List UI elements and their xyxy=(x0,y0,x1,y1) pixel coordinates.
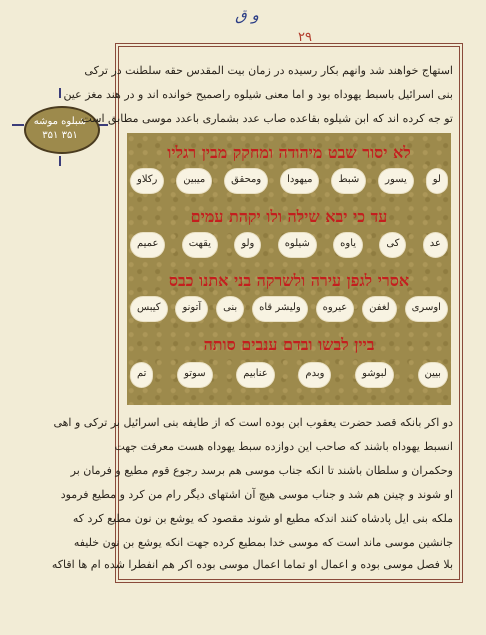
gloss-word: تم xyxy=(131,363,152,387)
text-line: تو جه کرده اند که ابن شیلوه بقاعده صاب عدد بشماری باعدد موسی مطابق است xyxy=(81,112,453,125)
medallion-spike-bottom xyxy=(59,156,61,166)
hebrew-verse-line: ביין לבשו ובדם ענבים סותה xyxy=(203,335,375,354)
gloss-word: رکلاو xyxy=(131,169,163,193)
text-line: جانشین موسی ماند است که موسی خدا بمطیع کرده جهت انکه یوشع بن نون خلیفه xyxy=(73,536,453,549)
hebrew-verse-line: עד כי יבא שילה ולו יקהת עמים xyxy=(190,207,388,226)
text-line: دو اکر بانکه قصد حضرت یعقوب ابن بوده است که از طایفه بنی اسرائیل بر ترکی و اهی xyxy=(53,416,453,429)
gloss-word: میهودا xyxy=(281,169,318,193)
gloss-word: یسور xyxy=(379,169,413,193)
text-line: استهاج خواهند شد وانهم بکار رسیده در زمان بیت المقدس حقه سلطنت در ترکی xyxy=(84,64,453,77)
hebrew-verse-line: אסרי לגפן עירה ולשרקה בני אתנו כבס xyxy=(168,271,410,290)
hebrew-verse-line: לא יסור שבט מיהודה ומחקק מבין רגליו xyxy=(167,143,411,162)
gloss-word: کیبس xyxy=(131,297,167,321)
gloss-word: ولیشر قاه xyxy=(253,297,307,321)
folio-number: ۲۹ xyxy=(298,30,312,45)
gloss-word: کی xyxy=(380,233,405,257)
margin-note: و ق xyxy=(235,6,259,24)
text-line: بلا فصل موسی بوده و اعمال او تماما اعمال موسی بوده اکر هم انفطرا شده ام ها اقاکه xyxy=(51,558,453,571)
gloss-row xyxy=(131,233,447,257)
text-line: ملکه بنی ایل پادشاه کنند اندکه مطیع او شوند مقصود که یوشع بن نون مطیع کرد که xyxy=(72,512,453,525)
medallion-spike-left xyxy=(12,124,24,126)
gloss-word: عمیم xyxy=(131,233,164,257)
gloss-word: شیلوه xyxy=(279,233,316,257)
gloss-word: لغفن xyxy=(363,297,396,321)
text-line: وحکمران و سلطان باشند تا انکه جناب موسی هم برسد رجوع قوم مطیع و فرمان بر xyxy=(70,464,453,477)
gloss-word: وبدم xyxy=(299,363,330,387)
gloss-word: آتونو xyxy=(176,297,207,321)
gloss-word: عنابیم xyxy=(237,363,274,387)
gloss-word: شبط xyxy=(332,169,365,193)
gloss-word: یاوه xyxy=(334,233,362,257)
medallion-line-2: ۳۵۱ ۳۵۱ xyxy=(42,130,78,141)
medallion-line-1: شبلوه موشه xyxy=(33,116,87,127)
gloss-word: عیروه xyxy=(317,297,354,321)
text-line: بنی اسرائیل باسبط یهوداه بود و اما معنی شیلوه راصمیح خوانده اند و در هند مغز عین xyxy=(63,88,453,101)
medallion-spike-top xyxy=(59,88,61,98)
gloss-word: اوسری xyxy=(406,297,447,321)
gloss-word: لبوشو xyxy=(356,363,393,387)
gloss-row xyxy=(131,363,447,387)
gloss-word: عد xyxy=(424,233,447,257)
gloss-row xyxy=(131,169,447,193)
text-line: او شوند و چینن هم شد و جناب موسی هیچ آن اشتهای دیگر رام من کرد و مطیع فرمود xyxy=(60,488,453,501)
gloss-row xyxy=(131,297,447,321)
gloss-word: بیین xyxy=(419,363,447,387)
gloss-word: میبین xyxy=(177,169,211,193)
interlinear-panel xyxy=(127,133,451,405)
gloss-word: بنی xyxy=(217,297,243,321)
gloss-word: سوتو xyxy=(178,363,212,387)
gloss-word: ومحقق xyxy=(225,169,267,193)
gloss-word: لو xyxy=(427,169,447,193)
text-line: انسبط یهوداه باشند که صاحب این دوازده سبط یهوداه هست معرفت جهت xyxy=(114,440,453,453)
gloss-word: ولو xyxy=(235,233,260,257)
gloss-word: یقهت xyxy=(183,233,217,257)
